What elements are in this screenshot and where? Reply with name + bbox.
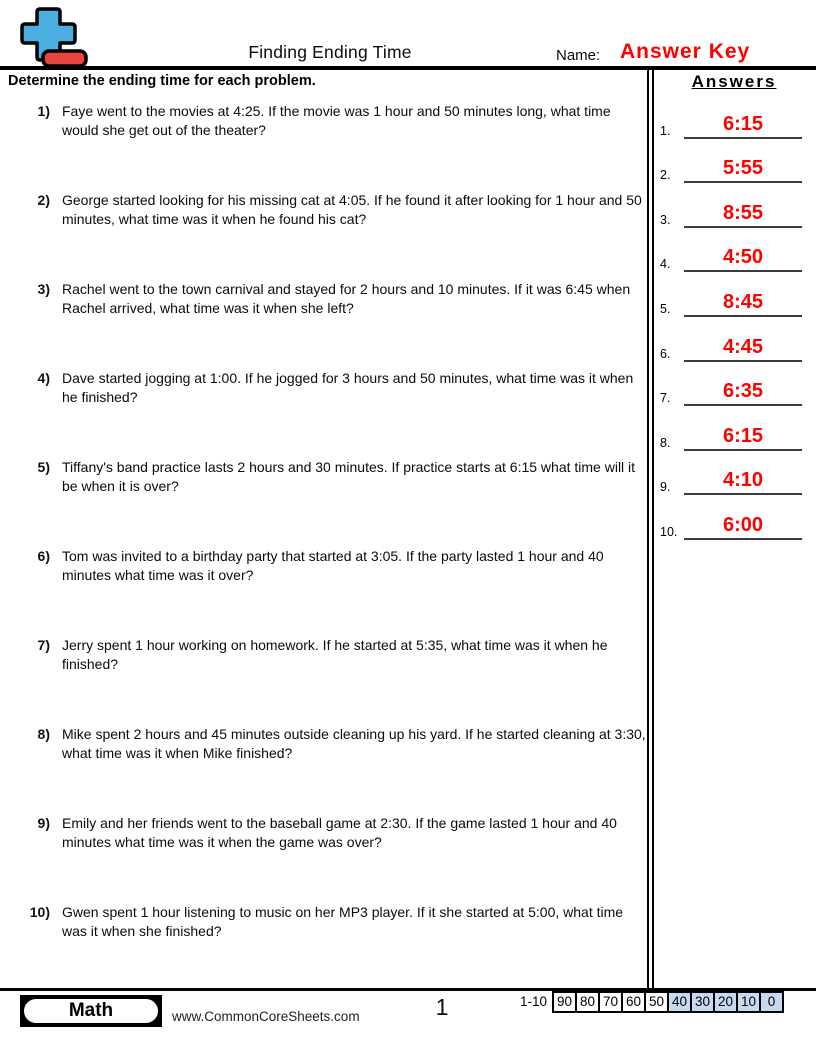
- name-label: Name:: [556, 47, 601, 64]
- score-cell: 20: [713, 991, 738, 1013]
- answer-value: 6:15: [684, 425, 802, 451]
- answer-number: 1.: [660, 123, 671, 138]
- subject-badge: [20, 995, 162, 1027]
- answers-column-divider: [647, 70, 654, 988]
- question-number: 8): [37, 726, 50, 742]
- question-text: Gwen spent 1 hour listening to music on her MP3 player. If it she started at 5:00, what time was it when she finished?: [62, 904, 624, 939]
- answer-value: 5:55: [684, 157, 802, 183]
- question-text: Emily and her friends went to the baseball game at 2:30. If the game lasted 1 hour and 40 minutes what time was it when the game was over?: [62, 815, 617, 850]
- header-divider: [0, 66, 816, 70]
- question-item: [16, 636, 650, 674]
- question-item: [16, 547, 650, 585]
- question-number: 5): [37, 459, 50, 475]
- question-item: [16, 725, 650, 763]
- answer-number: 8.: [660, 435, 671, 450]
- page-title: Finding Ending Time: [248, 42, 412, 62]
- question-text: Rachel went to the town carnival and stayed for 2 hours and 10 minutes. If it was 6:45 when Rachel arrived, what time was it when she left?: [62, 281, 631, 316]
- question-text: Faye went to the movies at 4:25. If the movie was 1 hour and 50 minutes long, what time would she get out of the theater?: [62, 103, 611, 138]
- score-range-label: 1-10: [520, 994, 548, 1009]
- question-item: [16, 814, 650, 852]
- answer-row: [656, 145, 816, 190]
- score-cell: 60: [621, 991, 646, 1013]
- website-url: www.CommonCoreSheets.com: [172, 1009, 360, 1024]
- score-cell: 50: [644, 991, 669, 1013]
- answer-number: 6.: [660, 346, 671, 361]
- answer-value: 8:45: [684, 291, 802, 317]
- question-item: [16, 191, 650, 229]
- answer-number: 5.: [660, 301, 671, 316]
- answer-value: 4:10: [684, 469, 802, 495]
- question-text: Mike spent 2 hours and 45 minutes outside cleaning up his yard. If he started cleaning at 3:30, what time was it when Mike finished?: [62, 726, 646, 761]
- question-item: [16, 102, 650, 140]
- answer-value: 4:50: [684, 246, 802, 272]
- answer-row: [656, 234, 816, 279]
- question-text: Dave started jogging at 1:00. If he jogged for 3 hours and 50 minutes, what time was it when he finished?: [62, 370, 634, 405]
- page-number: 1: [435, 994, 449, 1020]
- question-text: Jerry spent 1 hour working on homework. If he started at 5:35, what time was it when he finished?: [62, 637, 608, 672]
- answer-value: 4:45: [684, 336, 802, 362]
- answer-row: [656, 368, 816, 413]
- answer-row: [656, 323, 816, 368]
- answer-number: 7.: [660, 391, 671, 406]
- answer-row: [656, 501, 816, 546]
- question-number: 9): [37, 815, 50, 831]
- answer-row: [656, 457, 816, 502]
- answer-number: 3.: [660, 212, 671, 227]
- answer-value: 6:35: [684, 380, 802, 406]
- answer-number: 9.: [660, 480, 671, 495]
- question-text: Tiffany's band practice lasts 2 hours and 30 minutes. If practice starts at 6:15 what time will it be when it is over?: [62, 459, 636, 494]
- answers-heading: Answers: [691, 72, 777, 91]
- question-item: [16, 280, 650, 318]
- commoncoresheets-logo: [12, 6, 96, 70]
- question-number: 10): [29, 904, 50, 920]
- score-cell: 70: [598, 991, 623, 1013]
- answer-value: 6:00: [684, 514, 802, 540]
- score-cell: 0: [759, 991, 784, 1013]
- answer-row: [656, 189, 816, 234]
- score-cell: 10: [736, 991, 761, 1013]
- score-cell: 90: [552, 991, 577, 1013]
- score-cell: 80: [575, 991, 600, 1013]
- instruction-text: Determine the ending time for each problem.: [8, 73, 316, 89]
- question-item: [16, 903, 650, 941]
- question-number: 2): [37, 192, 50, 208]
- answer-number: 4.: [660, 257, 671, 272]
- question-text: Tom was invited to a birthday party that started at 3:05. If the party lasted 1 hour and 40 minutes what time was it over?: [62, 548, 604, 583]
- answer-number: 2.: [660, 168, 671, 183]
- question-number: 7): [37, 637, 50, 653]
- answer-row: [656, 278, 816, 323]
- score-cell: 40: [667, 991, 692, 1013]
- answer-row: [656, 412, 816, 457]
- plus-minus-logo-icon: [12, 6, 96, 70]
- question-number: 3): [37, 281, 50, 297]
- logo-minus-shape: [43, 51, 86, 66]
- name-value-answer-key: Answer Key: [620, 40, 751, 63]
- question-text: George started looking for his missing cat at 4:05. If he found it after looking for 1 hour and 50 minutes, what time was it when he found his cat?: [62, 192, 642, 227]
- answer-number: 10.: [660, 524, 678, 539]
- question-item: [16, 458, 650, 496]
- score-cell: 30: [690, 991, 715, 1013]
- answer-row: [656, 100, 816, 145]
- question-number: 6): [37, 548, 50, 564]
- answer-value: 8:55: [684, 202, 802, 228]
- question-item: [16, 369, 650, 407]
- score-table: [520, 991, 784, 1013]
- question-number: 1): [37, 103, 50, 119]
- answers-list: [656, 100, 816, 546]
- answer-value: 6:15: [684, 113, 802, 139]
- question-number: 4): [37, 370, 50, 386]
- subject-badge-label: Math: [24, 999, 158, 1023]
